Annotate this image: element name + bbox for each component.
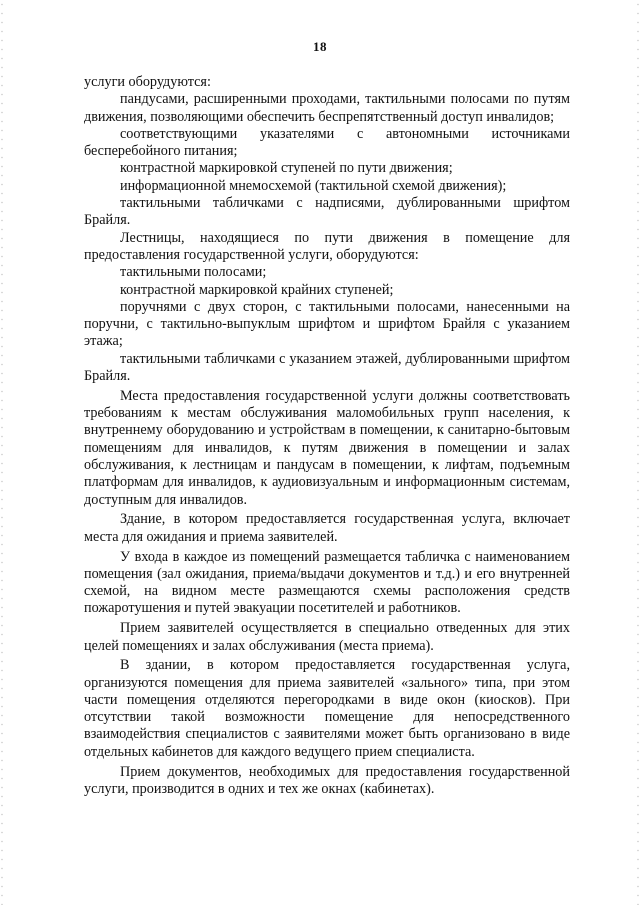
paragraph: соответствующими указателями с автономными источниками бесперебойного питания; bbox=[84, 125, 570, 160]
paragraph: информационной мнемосхемой (тактильной схемой движения); bbox=[120, 177, 507, 194]
page-number: 18 bbox=[313, 39, 327, 54]
paragraph: контрастной маркировкой ступеней по пути движения; bbox=[120, 160, 453, 177]
paragraph: Здание, в котором предоставляется государственная услуга, включает места для ожидания и приема заявителей. bbox=[84, 511, 570, 545]
paragraph: поручнями с двух сторон, с тактильными полосами, нанесенными на поручни, с тактильно-выпуклым шрифтом и шрифтом Брайля с указанием этажа; bbox=[84, 298, 570, 350]
paragraph: пандусами, расширенными проходами, тактильными полосами по путям движения, позволяющими обеспечить беспрепятственный доступ инвалидов; bbox=[84, 91, 570, 125]
paragraph: Прием документов, необходимых для предоставления государственной услуги, производится в одних и тех же окнах (кабинетах). bbox=[84, 763, 570, 797]
scan-edge-right bbox=[637, 0, 639, 905]
paragraph: Прием заявителей осуществляется в специально отведенных для этих целей помещениях и залах обслуживания (места приема). bbox=[84, 620, 570, 654]
paragraph: В здании, в котором предоставляется государственная услуга, организуются помещения для приема заявителей «зального» типа, при этом части помещения отделяются перегородками в виде окон (киосков). При отсутствии такой возможности помещение для непосредственного взаимодействия специалистов с заявителями может быть организовано в виде отдельных кабинетов для каждого ведущего прием специалиста. bbox=[84, 657, 570, 760]
paragraph: услуги оборудуются: bbox=[84, 74, 211, 90]
paragraph: тактильными полосами; bbox=[120, 264, 267, 281]
paragraph: Места предоставления государственной услуги должны соответствовать требованиям к местам обслуживания маломобильных групп населения, к внутреннему оборудованию и устройствам в помещении, к санитарно-бытовым помещениям для инвалидов, к путям движения в помещении и залах обслуживания, к лестницам и пандусам в помещении, к лифтам, подъемным платформам для инвалидов, к аудиовизуальным и информационным системам, доступным для инвалидов. bbox=[84, 387, 570, 508]
paragraph: контрастной маркировкой крайних ступеней; bbox=[120, 281, 394, 298]
paragraph: тактильными табличками с указанием этажей, дублированными шрифтом Брайля. bbox=[84, 350, 570, 385]
paragraph: тактильными табличками с надписями, дублированными шрифтом Брайля. bbox=[84, 195, 570, 229]
paragraph: У входа в каждое из помещений размещается табличка с наименованием помещения (зал ожидания, приема/выдачи документов и т.д.) и его внутренней схемой, на видном месте размещаются схемы расположения средств пожаротушения и путей эвакуации посетителей и работников. bbox=[84, 548, 570, 617]
scan-edge-left bbox=[1, 0, 3, 905]
document-body bbox=[84, 74, 570, 798]
paragraph: Лестницы, находящиеся по пути движения в помещение для предоставления государственной услуги, оборудуются: bbox=[84, 229, 570, 263]
